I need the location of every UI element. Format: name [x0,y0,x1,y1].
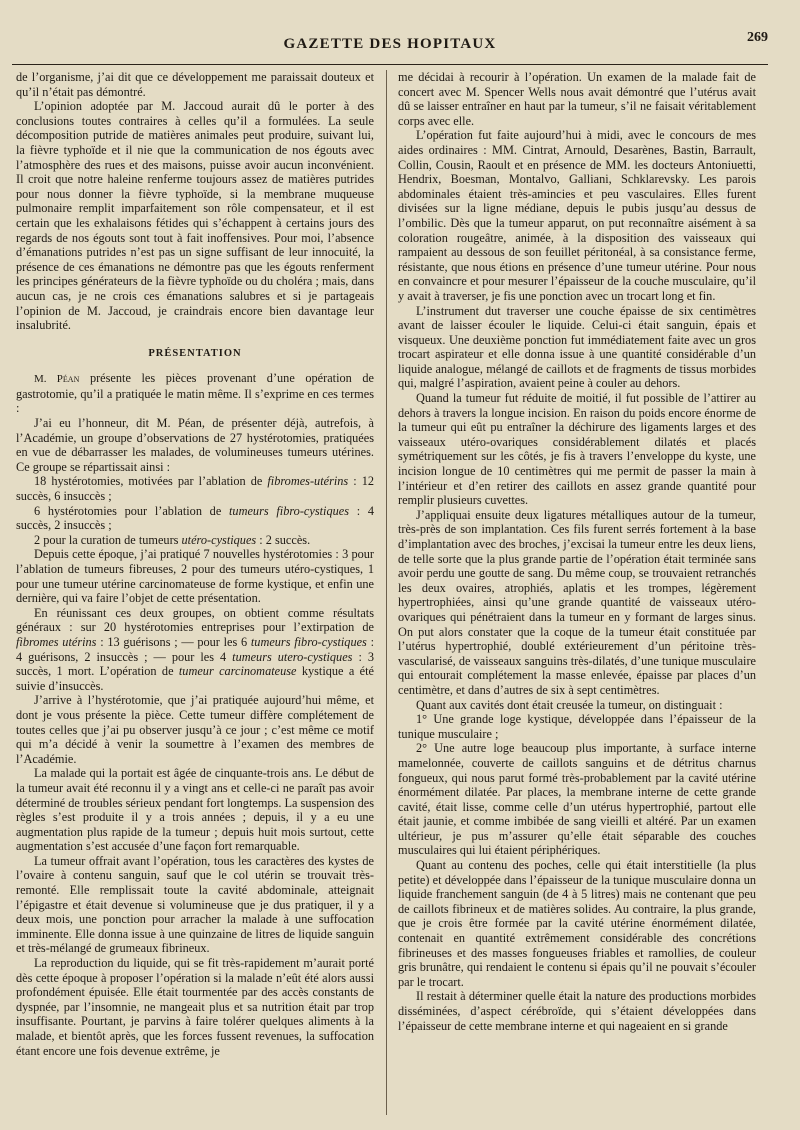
paragraph: Quand la tumeur fut réduite de moitié, il fut possible de l’attirer au dehors à travers la longue incision. En raison du poids encore énorme de la tumeur qui eût pu entraîner la déchirure des ligaments larges et des vaisseaux utéro-ovariques considérablement dilatés et placés symétriquement sur les côtés, je fis à travers l’enveloppe du kyste, une incision longue de 10 centimètres qui me permit de passer la main à l’intérieur et d’en retirer des caillots en assez grande quantité pour remplir plusieurs cuvettes. [398,391,756,508]
running-title: GAZETTE DES HOPITAUX [283,36,497,52]
paragraph: Quant aux cavités dont était creusée la tumeur, on distinguait : [416,697,723,712]
paragraph: me décidai à recourir à l’opération. Un examen de la malade fait de concert avec M. Spencer Wells nous avait démontré que l’utérus avait dû se laisser entraîner en haut par la tumeur, s’il ne faisait véritablement corps avec elle. [398,70,756,128]
paragraph: L’opération fut faite aujourd’hui à midi, avec le concours de mes aides ordinaires : MM. Cintrat, Arnould, Desarènes, Bastin, Barrault, Collin, Cousin, Raoult et en présence de MM. les docteurs Antoniuetti, Hendrix, Boesman, Montalvo, Galliani, Schklarevsky. Les parois abdominales étaient très-amincies et peu vasculaires. Elles furent divisées sur la ligne médiane, depuis le pubis jusqu’au dessus de l’ombilic. Dès que la tumeur apparut, on put reconnaître aisément à sa coloration rougeâtre, animée, à la disposition des vaisseaux qui rampaient au dessous de son feuillet péritonéal, à sa consistance ferme, résistante, que nous étions en présence d’une tumeur utérine. Pour nous en convaincre et pour mesurer l’épaisseur de la couche musculaire, qu’il y avait à traverser, je fis une ponction avec un trocart long et fin. [398,128,756,303]
paragraph: de l’organisme, j’ai dit que ce développement me paraissait douteux et qu’il n’était pas démontré. [16,70,374,99]
paragraph: L’opinion adoptée par M. Jaccoud aurait dû le porter à des conclusions toutes contraires à celles qu’il a formulées. La seule décomposition putride de matières animales peut produire, suivant lui, la fièvre typhoïde et il nie que la communication de nos égouts avec l’atmosphère des rues et des maisons, puisse avoir aucun inconvénient. Il croit que notre haleine renferme toujours assez de matières putrides pour nous donner la fièvre typhoïde, si la membrane muqueuse pulmonaire remplit imparfaitement son rôle compensateur, et il est certain que les exhalaisons fétides qui s’échappent à certains jours des regards de nos égouts sont tout à fait inoffensives. Pour moi, l’absence d’émanations putrides n’est pas un signe suffisant de leur innocuité, la présence de ces émanations ne démontre pas que les égouts renferment les principes générateurs de la fièvre typhoïde ou du choléra ; mais, dans aucun cas, je ne crois ces émanations salubres et si je partageais l’opinion de M. Jaccoud, je craindrais encore bien davantage leur insalubrité. [16,99,374,333]
paragraph: L’instrument dut traverser une couche épaisse de six centimètres avant de laisser écouler le liquide. Celui-ci était sanguin, épais et visqueux. Une deuxième ponction fut immédiatement faite avec un gros trocart aspirateur et elle donna issue à une quantité considérable d’un liquide analogue, mélangé de caillots et de fragments de tissus morbides qui, malgré l’aspiration, avaient peine à couler au dehors. [398,303,756,391]
paragraph: La reproduction du liquide, qui se fit très-rapidement m’aurait porté dès cette époque à proposer l’opération si la malade n’eût été alors aussi profondément épuisée. Elle était tourmentée par des accès constants de dyspnée, par l’insomnie, ne mangeait plus et sa nutrition était par trop insuffisante. Pourtant, je parvins à faire tolérer quelques aliments à la malade, et bientôt après, que les forces fussent revenues, la suffocation étant encore une fois devenue extrême, je [16,956,374,1058]
header-rule [12,64,768,65]
paragraph: J’arrive à l’hystérotomie, que j’ai pratiquée aujourd’hui même, et dont je vous présente la pièce. Cette tumeur diffère complétement de toutes celles que j’ai pu observer jusqu’à ce jour ; c’est même ce motif qui m’a décidé à venir la soumettre à l’examen des membres de l’Académie. [16,693,374,766]
paragraph: 6 hystérotomies pour l’ablation de tumeurs fibro-cystiques : 4 succès, 2 insuccès ; [16,503,375,533]
page-number: 269 [747,30,768,45]
paragraph: La malade qui la portait est âgée de cinquante-trois ans. Le début de la tumeur avait été reconnu il y a vingt ans et celle-ci ne paraît pas avoir déterminé de troubles sérieux pendant fort longtemps. La suspension des règles s’est produite il y a trois années ; depuis, il y a eu une augmentation plus rapide de la tumeur ; depuis huit mois surtout, cette augmentation s’est accusée d’une façon fort remarquable. [16,766,374,854]
paragraph: La tumeur offrait avant l’opération, tous les caractères des kystes de l’ovaire à contenu sanguin, sauf que le col utérin se trouvait très-remonté. Elle remplissait toute la cavité abdominale, atteignait l’épigastre et était devenue si volumineuse que je dus pratiquer, il y a deux mois, une ponction pour arracher la malade à une suffocation imminente. Elle donna issue à une quinzaine de litres de liquide sanguin et très-mélangé de grumeaux fibrineux. [16,853,374,956]
paragraph: 2° Une autre loge beaucoup plus importante, à surface interne mamelonnée, couverte de caillots sanguins et de détritus charnus fongueux, qui nous parut formé très-probablement par la cavité utérine énormément dilatée. Par places, la membrane interne de cette grande cavité, était lisse, comme celle d’un utérus hypertrophié, partout elle était jaunie, et comme imbibée de sang vieilli et altéré. Par un examen ultérieur, je pus m’assurer qu’elle était séparable des couches musculaires qui lui étaient périphériques. [398,741,756,858]
paragraph: J’ai eu l’honneur, dit M. Péan, de présenter déjà, autrefois, à l’Académie, un groupe d’observations de 27 hystérotomies, pratiquées en vue de débarrasser les malades, de volumineuses tumeurs utérines. Ce groupe se répartissait ainsi : [16,416,374,474]
paragraph: 1° Une grande loge kystique, développée dans l’épaisseur de la tunique musculaire ; [398,712,756,741]
left-column [16,70,374,1058]
author-name: M. Péan [34,373,80,386]
paragraph: M. Péan présente les pièces provenant d’une opération de gastrotomie, qu’il a pratiquée le matin même. Il s’exprime en ces termes : [16,371,374,416]
paragraph: 18 hystérotomies, motivées par l’ablation de fibromes-utérins : 12 succès, 6 insuccès ; [16,474,374,504]
paragraph: J’appliquai ensuite deux ligatures métalliques autour de la tumeur, très-près de son implantation. Ces fils furent serrés fortement à la base d’implantation avec des broches, j’excisai la tumeur entre les deux liens, de telle sorte que la plus grande partie de l’opération était terminée sans avoir perdu une goutte de sang. Du même coup, se trouvaient retranchés les deux ovaires, atrophiés, aplatis et les trompes, légèrement hypertrophiées, ainsi qu’une grande quantité de vaisseaux utéro-ovariques qui pénétraient dans la tumeur en y formant de larges sinus. On put alors constater que la coque de la tumeur était constituée par l’utérus hypertrophié, doublé extérieurement d’un péritoine très-vascularisé, de vaisseaux sanguins très-dilatés, d’une tunique musculaire qui entourait complétement la masse enlevée, épaisse par places d’un centimètre, et dans d’autres de six à sept centimètres. [398,507,756,697]
page-header [12,30,768,60]
right-column [398,70,756,1033]
column-divider [386,70,387,1115]
section-heading: PRÉSENTATION [148,347,242,359]
paragraph: Quant au contenu des poches, celle qui était interstitielle (la plus petite) et développée dans l’épaisseur de la tunique musculaire donna un liquide franchement sanguin (de 4 à 5 litres) mais ne contenant que peu de caillots fibrineux et de matières solides. Au contraire, la plus grande, que je crois être formée par la cavité utérine énormément dilatée, contenait en quantité extrêmement considérable des concrétions fibrineuses et des masses fongueuses friables et ramollies, de couleur gris brunâtre, qui rendaient le contenu si épais qu’il ne pouvait s’écouler par le trocart. [398,858,756,989]
paragraph: 2 pour la curation de tumeurs utéro-cystiques : 2 succès. [34,532,311,547]
paragraph: Il restait à déterminer quelle était la nature des productions morbides disséminées, d’aspect cérébroïde, qui s’étaient développées dans l’épaisseur de cette membrane interne et qui nageaient en si grande [398,989,756,1033]
paragraph: En réunissant ces deux groupes, on obtient comme résultats généraux : sur 20 hystérotomies entreprises pour l’extirpation de fibromes utérins : 13 guérisons ; — pour les 6 tumeurs fibro-cystiques : 4 guérisons, 2 insuccès ; — pour les 4 tumeurs utero-cystiques : 3 succès, 1 mort. L’opération de tumeur carcinomateuse kystique a été suivie d’insuccès. [16,605,374,693]
paragraph: Depuis cette époque, j’ai pratiqué 7 nouvelles hystérotomies : 3 pour l’ablation de tumeurs fibreuses, 2 pour des tumeurs utéro-cystiques, 1 pour une tumeur utérine carcinomateuse de forme kystique, et enfin une dernière, qui va faire l’objet de cette présentation. [16,547,374,606]
